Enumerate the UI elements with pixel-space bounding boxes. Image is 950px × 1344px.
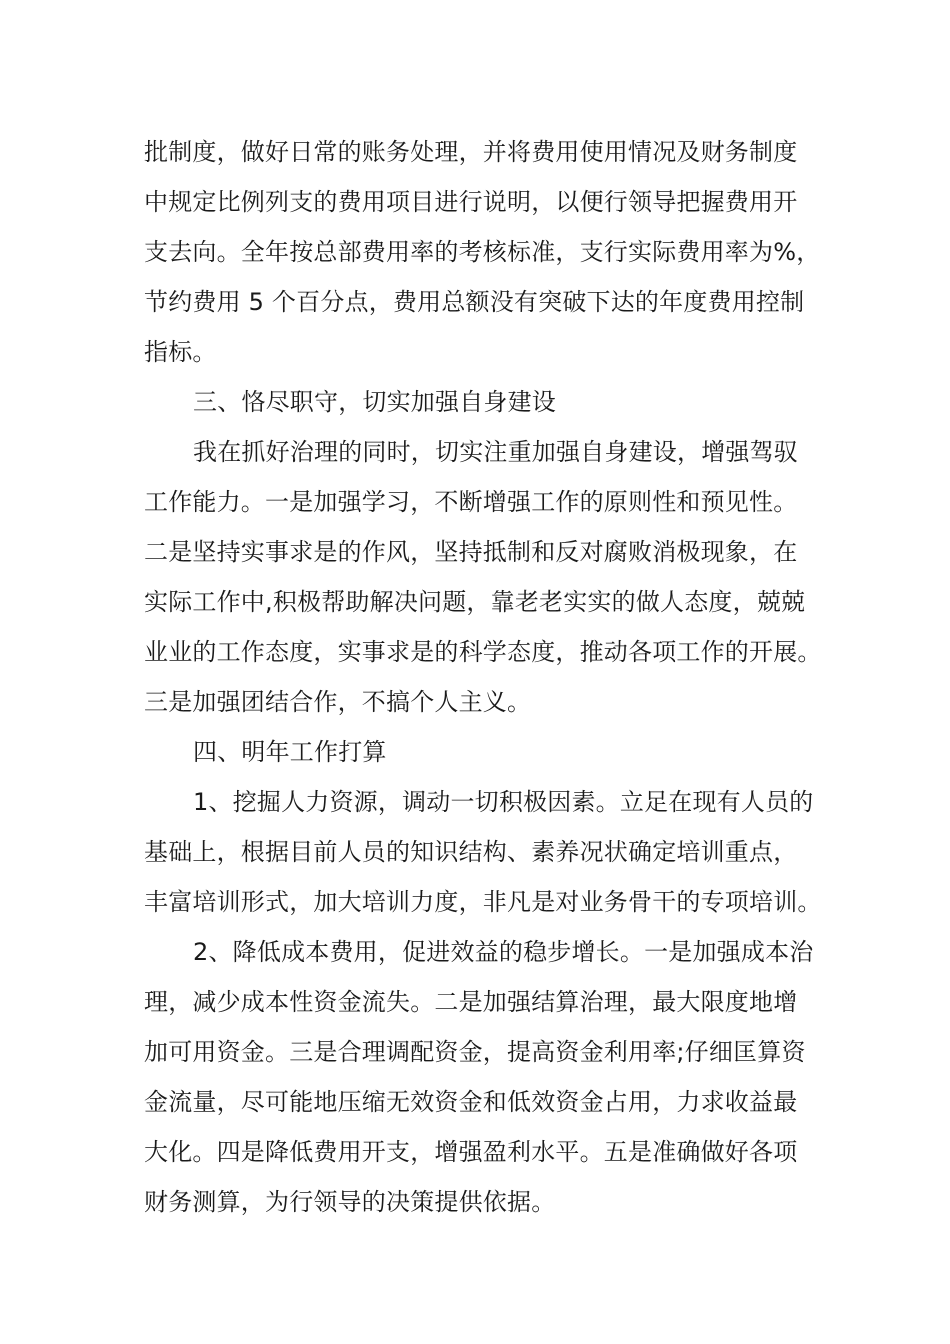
- text-line: 业业的工作态度，实事求是的科学态度，推动各项工作的开展。: [144, 638, 822, 666]
- section-heading: 三、恪尽职守，切实加强自身建设: [193, 388, 556, 416]
- text-line: 实际工作中,积极帮助解决问题，靠老老实实的做人态度，兢兢: [144, 588, 806, 616]
- text-line: 批制度，做好日常的账务处理，并将费用使用情况及财务制度: [144, 138, 798, 166]
- text-line: 理，减少成本性资金流失。二是加强结算治理，最大限度地增: [144, 988, 798, 1016]
- text-line: 加可用资金。三是合理调配资金，提高资金利用率;仔细匡算资: [144, 1038, 806, 1066]
- text-line: 丰富培训形式，加大培训力度，非凡是对业务骨干的专项培训。: [144, 888, 822, 916]
- text-line: 财务测算，为行领导的决策提供依据。: [144, 1188, 556, 1216]
- text-line: 1、挖掘人力资源，调动一切积极因素。立足在现有人员的: [193, 788, 814, 816]
- text-line: 指标。: [144, 338, 217, 366]
- text-line: 2、降低成本费用，促进效益的稳步增长。一是加强成本治: [193, 938, 814, 966]
- text-line: 支去向。全年按总部费用率的考核标准，支行实际费用率为%，: [144, 238, 821, 266]
- section-heading: 四、明年工作打算: [193, 738, 387, 766]
- text-line: 中规定比例列支的费用项目进行说明，以便行领导把握费用开: [144, 188, 798, 216]
- text-line: 金流量，尽可能地压缩无效资金和低效资金占用，力求收益最: [144, 1088, 798, 1116]
- text-line: 大化。四是降低费用开支，增强盈利水平。五是准确做好各项: [144, 1138, 798, 1166]
- text-line: 三是加强团结合作，不搞个人主义。: [144, 688, 532, 716]
- text-line: 工作能力。一是加强学习，不断增强工作的原则性和预见性。: [144, 488, 798, 516]
- text-line: 节约费用 5 个百分点，费用总额没有突破下达的年度费用控制: [144, 288, 805, 316]
- text-line: 我在抓好治理的同时，切实注重加强自身建设，增强驾驭: [193, 438, 798, 466]
- text-line: 基础上，根据目前人员的知识结构、素养况状确定培训重点，: [144, 838, 798, 866]
- text-line: 二是坚持实事求是的作风，坚持抵制和反对腐败消极现象，在: [144, 538, 798, 566]
